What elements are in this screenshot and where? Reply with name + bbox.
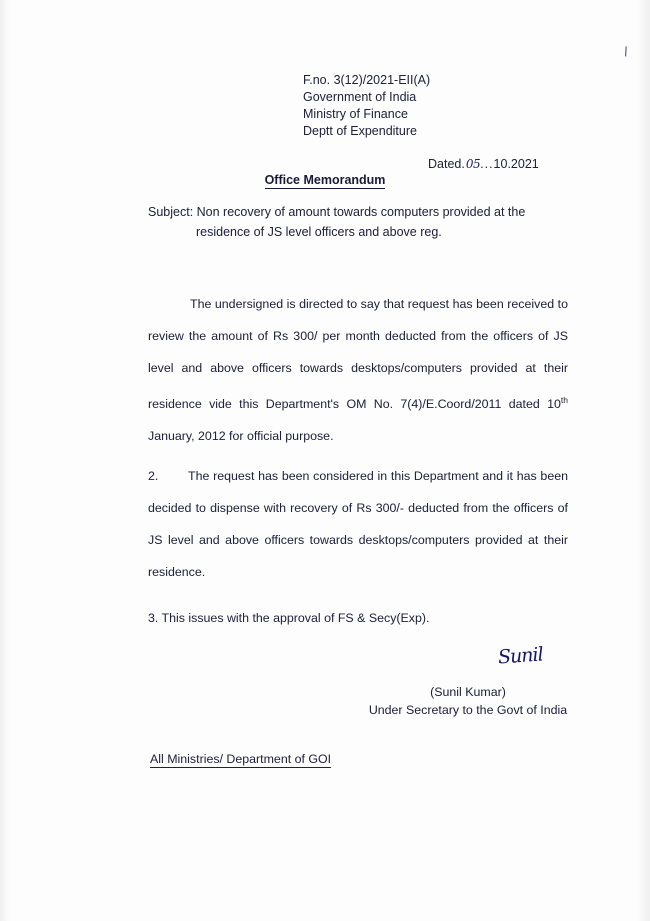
distribution-line — [150, 752, 331, 766]
page-title — [0, 173, 650, 187]
subject-block — [148, 202, 568, 242]
paragraph-2-number: 2. — [148, 469, 159, 484]
paragraph-2-text: The request has been considered in this Department and it has been decided to dispense with recovery of Rs 300/- deducted from the officers of JS level and above officers towards desktops/computers provided at their residence. — [148, 469, 568, 580]
signatory-name: (Sunil Kumar) — [430, 685, 506, 699]
dated-month-year: 10.2021 — [493, 157, 539, 171]
ministry-name: Ministry of Finance — [303, 107, 408, 121]
subject-line-2: residence of JS level officers and above reg. — [196, 225, 442, 239]
paragraph-1-text-part-1: The undersigned is directed to say that request has been received to review the amount of Rs 300/ per month deducted from the officers of JS level and above officers towards desktops/computers provided at their residence vide this Department's OM No. 7(4)/E.Coord/2011 dated 10 — [148, 297, 568, 412]
signatory-designation: Under Secretary to the Govt of India — [368, 703, 568, 717]
page-title-text: Office Memorandum — [264, 173, 386, 187]
dated-handwritten-day: 05 — [465, 157, 481, 171]
file-number: F.no. 3(12)/2021-EII(A) — [303, 73, 431, 87]
government-name: Government of India — [303, 90, 417, 104]
document-body — [148, 288, 568, 596]
paragraph-1 — [148, 288, 568, 452]
paragraph-3: 3. This issues with the approval of FS & Secy(Exp). — [148, 611, 430, 625]
paragraph-2 — [148, 460, 568, 588]
handwritten-signature: Sunil — [497, 643, 544, 669]
dated-dots-after: ... — [480, 157, 494, 171]
department-name: Deptt of Expenditure — [303, 124, 417, 138]
dated-line — [428, 157, 539, 171]
signatory-block — [368, 683, 568, 719]
letterhead-block — [303, 72, 430, 140]
distribution-text: All Ministries/ Department of GOI — [150, 752, 332, 766]
stray-pen-mark: \ — [622, 43, 631, 60]
dated-label: Dated — [428, 157, 462, 171]
dated-dots-before: . — [461, 157, 466, 171]
paragraph-1-superscript: th — [560, 395, 568, 405]
paragraph-1-text-part-2: January, 2012 for official purpose. — [148, 429, 334, 444]
subject-line-1: Subject: Non recovery of amount towards computers provided at the — [148, 205, 526, 219]
